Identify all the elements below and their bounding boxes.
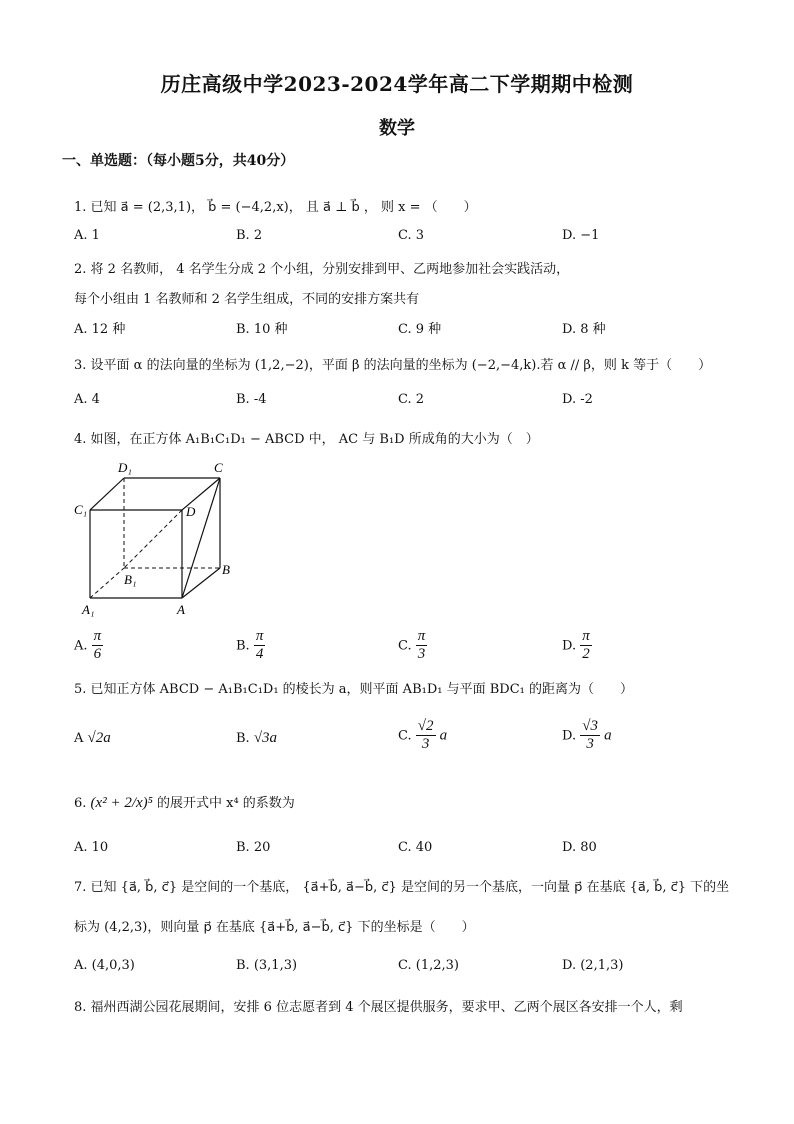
- q6-expression: (x² + 2/x)⁵: [90, 795, 153, 811]
- question-2-stem-line2: 每个小组由 1 名教师和 2 名学生组成，不同的安排方案共有: [74, 292, 420, 307]
- q4-option-c: [398, 628, 427, 664]
- q4-option-c-letter: C.: [398, 638, 412, 654]
- q5-option-c-fraction: [416, 718, 436, 754]
- q1-option-c: C. 3: [398, 228, 425, 243]
- q4-option-b: [236, 628, 265, 664]
- q5-option-c-letter: C.: [398, 728, 412, 744]
- q4-b-den: 4: [255, 646, 264, 663]
- label-d1: D₁: [118, 460, 132, 475]
- q5-option-a-letter: A: [74, 731, 84, 746]
- q3-option-b: B. -4: [236, 392, 267, 407]
- q5-c-den: 3: [421, 736, 430, 753]
- q1-option-b: B. 2: [236, 228, 263, 243]
- question-5-stem: 5. 已知正方体 ABCD − A₁B₁C₁D₁ 的棱长为 a，则平面 AB₁D₁ 与平面 BDC₁ 的距离为（ ）: [74, 682, 634, 697]
- q1-option-d: D. −1: [562, 228, 600, 243]
- q6-option-b: B. 20: [236, 840, 271, 855]
- q4-option-b-fraction: [254, 628, 266, 664]
- q5-option-a-value: √2a: [87, 730, 111, 746]
- q6-option-a: A. 10: [74, 840, 109, 855]
- q5-d-den: 3: [586, 736, 594, 753]
- q4-option-a: [74, 628, 103, 664]
- q5-option-a: [74, 730, 111, 747]
- q5-d-num: √3: [580, 718, 600, 736]
- q5-option-b: [236, 730, 277, 747]
- question-6-stem: [74, 792, 295, 812]
- q4-option-d-letter: D.: [562, 638, 577, 654]
- question-1-stem: 1. 已知 a⃗ = (2,3,1)， b⃗ = (−4,2,x)， 且 a⃗ ⊥ b⃗ ， 则 x = （ ）: [74, 200, 477, 215]
- label-d: D: [186, 504, 196, 519]
- q5-option-c: [398, 718, 447, 754]
- q2-option-b: B. 10 种: [236, 322, 288, 337]
- q4-d-num: π: [580, 628, 592, 646]
- q5-option-d: [562, 718, 612, 754]
- q5-c-tail: a: [439, 727, 448, 744]
- q7-option-d: D. (2,1,3): [562, 958, 624, 973]
- q5-option-b-value: √3a: [253, 730, 278, 746]
- subject-title: 数学: [379, 118, 415, 139]
- label-a1: A₁: [82, 602, 95, 617]
- q7-option-b: B. (3,1,3): [236, 958, 298, 973]
- q4-a-num: π: [92, 628, 104, 646]
- q6-option-d: D. 80: [562, 840, 597, 855]
- q4-c-num: π: [416, 628, 428, 646]
- q4-option-c-fraction: [416, 628, 428, 664]
- q3-option-a: A. 4: [74, 392, 100, 407]
- question-7-stem-line2: 标为 (4,2,3)，则向量 p⃗ 在基底 {a⃗+b⃗, a⃗−b⃗, c⃗} 下的坐标是（ ）: [74, 920, 475, 935]
- q4-option-a-letter: A.: [74, 638, 88, 654]
- q3-option-d: D. -2: [562, 392, 593, 407]
- q4-option-d: [562, 628, 592, 664]
- q6-number: 6.: [74, 796, 87, 811]
- q5-c-num: √2: [416, 718, 436, 736]
- question-8-stem: 8. 福州西湖公园花展期间，安排 6 位志愿者到 4 个展区提供服务，要求甲、乙两个展区各安排一个人，剩: [74, 1000, 683, 1015]
- q4-c-den: 3: [417, 646, 426, 663]
- q4-option-b-letter: B.: [236, 638, 250, 654]
- label-b1: B₁: [124, 572, 137, 587]
- q1-option-a: A. 1: [74, 228, 100, 243]
- question-4-stem: 4. 如图，在正方体 A₁B₁C₁D₁ − ABCD 中， AC 与 B₁D 所成角的大小为（ ）: [74, 432, 539, 447]
- label-b: B: [222, 562, 230, 577]
- cube-figure: [74, 458, 244, 618]
- exam-title: 历庄高级中学2023-2024学年高二下学期期中检测: [160, 72, 634, 96]
- q2-option-d: D. 8 种: [562, 322, 606, 337]
- question-2-stem-line1: 2. 将 2 名教师， 4 名学生分成 2 个小组，分别安排到甲、乙两地参加社会实践活动，: [74, 262, 570, 277]
- label-c1: C₁: [74, 502, 88, 517]
- q3-option-c: C. 2: [398, 392, 425, 407]
- q4-d-den: 2: [582, 646, 590, 663]
- q2-option-a: A. 12 种: [74, 322, 126, 337]
- q4-a-den: 6: [93, 646, 102, 663]
- q4-b-num: π: [254, 628, 266, 646]
- q5-d-tail: a: [604, 727, 612, 744]
- label-c: C: [214, 460, 223, 475]
- section-heading: 一、单选题：（每小题5分，共40分）: [62, 153, 295, 169]
- q5-option-b-letter: B.: [236, 731, 250, 746]
- label-a: A: [177, 602, 185, 617]
- q5-option-d-letter: D.: [562, 728, 577, 744]
- q4-option-a-fraction: [92, 628, 104, 664]
- q5-option-d-fraction: [580, 718, 600, 754]
- question-7-stem-line1: 7. 已知 {a⃗, b⃗, c⃗} 是空间的一个基底， {a⃗+b⃗, a⃗−b⃗, c⃗} 是空间的另一个基底，一向量 p⃗ 在基底 {a⃗, b⃗, c⃗} 下的坐: [74, 880, 730, 895]
- q7-option-c: C. (1,2,3): [398, 958, 459, 973]
- q4-option-d-fraction: [580, 628, 592, 664]
- q6-tail: 的展开式中 x⁴ 的系数为: [157, 796, 295, 811]
- q2-option-c: C. 9 种: [398, 322, 442, 337]
- q6-option-c: C. 40: [398, 840, 433, 855]
- question-3-stem: 3. 设平面 α 的法向量的坐标为 (1,2,−2)，平面 β 的法向量的坐标为 (−2,−4,k).若 α // β，则 k 等于（ ）: [74, 358, 712, 373]
- q7-option-a: A. (4,0,3): [74, 958, 135, 973]
